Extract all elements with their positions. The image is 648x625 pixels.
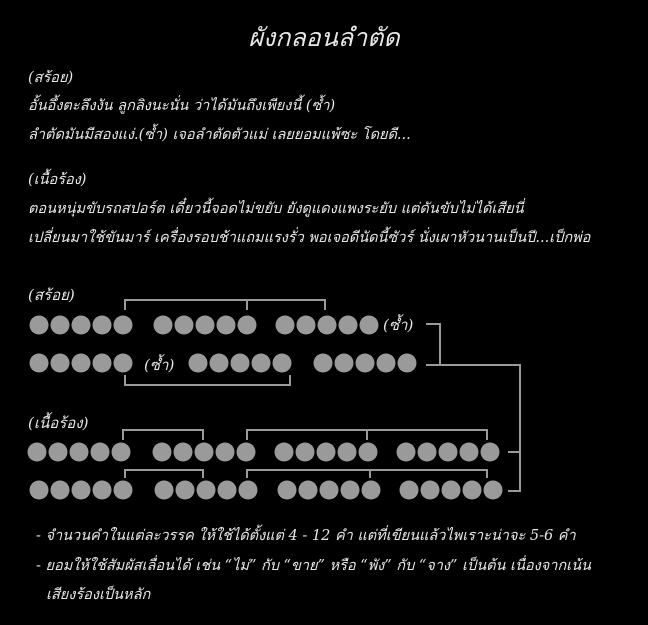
nuea-row-1-group-4-syllable-dot [397, 443, 416, 462]
nuea-line-1: ตอนหนุ่มขับรถสปอร์ต เดี๋ยวนี้จอดไม่ขยับ ยังดูแดงแพงระยับ แต่ดันขับไม่ได้เสียนี่ [28, 201, 524, 217]
nuea-row-1-group-3-syllable-dot [296, 443, 315, 462]
nuea-heading: (เนื้อร้อง) [28, 172, 87, 188]
soi-row-1-group-1-syllable-dot [93, 316, 112, 335]
soi-row-1-group-2-syllable-dot [196, 316, 215, 335]
note-line-2: - ยอมให้ใช้สัมผัสเลื่อนได้ เช่น “ไม่” กับ “ขาย” หรือ “พัง” กับ “จาง” เป็นต้น เนื่องจากเน้น [36, 558, 591, 574]
rhyme-scheme-diagram [0, 280, 648, 510]
soi-row-1-group-1-syllable-dot [51, 316, 70, 335]
soi-row-1-group-3-syllable-dot [360, 316, 379, 335]
nuea-row-1-group-1-syllable-dot [28, 443, 47, 462]
nuea-row-2-group-4-syllable-dot [463, 481, 482, 500]
nuea-row-2-group-2-syllable-dot [218, 481, 237, 500]
soi-rhyme-bracket-top [125, 300, 325, 310]
soi-repeat-connector [426, 324, 440, 365]
diagram-nuea-label: (เนื้อร้อง) [28, 414, 89, 432]
nuea-row-1-group-2-syllable-dot [216, 443, 235, 462]
soi-row-2-group-3-syllable-dot [398, 354, 417, 373]
nuea-row-2-group-3-syllable-dot [362, 481, 381, 500]
nuea-row-2-group-4-syllable-dot [484, 481, 503, 500]
nuea-row-2-group-3-syllable-dot [341, 481, 360, 500]
soi-line-2: ลำตัดมันมีสองแง่.(ซ้ำ) เจอลำตัดตัวแม่ เลยยอมแพ้ซะ โดยดี... [28, 127, 411, 143]
nuea-row-1-group-3-syllable-dot [359, 443, 378, 462]
note-line-1: - จำนวนคำในแต่ละวรรค ให้ใช้ได้ตั้งแต่ 4 - 12 คำ แต่ที่เขียนแล้วไพเราะน่าจะ 5-6 คำ [36, 528, 576, 544]
soi-row-2-group-3-syllable-dot [377, 354, 396, 373]
soi-row-1-group-1-syllable-dot [30, 316, 49, 335]
nuea-row-1-group-4-syllable-dot [439, 443, 458, 462]
nuea-row-2-group-1-syllable-dot [114, 481, 133, 500]
nuea-row-2-group-1-syllable-dot [93, 481, 112, 500]
nuea-row-2-group-3-syllable-dot [299, 481, 318, 500]
nuea-rhyme-bracket-top-a [123, 430, 203, 440]
soi-row-1-group-2-syllable-dot [238, 316, 257, 335]
section-link-connector [440, 365, 520, 491]
repeat-label-2: (ซ้ำ) [144, 356, 175, 374]
nuea-row-2-group-4-syllable-dot [442, 481, 461, 500]
nuea-row-1-group-2-syllable-dot [174, 443, 193, 462]
nuea-row-1-group-1-syllable-dot [70, 443, 89, 462]
soi-row-2-group-3-syllable-dot [356, 354, 375, 373]
nuea-row-1-group-4-syllable-dot [418, 443, 437, 462]
soi-row-2-group-1-syllable-dot [72, 354, 91, 373]
soi-row-2-group-2-syllable-dot [252, 354, 271, 373]
soi-row-2-group-1-syllable-dot [51, 354, 70, 373]
nuea-row-2-group-3-syllable-dot [320, 481, 339, 500]
page-title: ผังกลอนลำตัด [248, 23, 400, 52]
soi-row-1-group-3-syllable-dot [297, 316, 316, 335]
nuea-rhyme-bracket-mid-b [247, 470, 487, 478]
nuea-row-1-group-1-syllable-dot [91, 443, 110, 462]
nuea-row-2-group-2-syllable-dot [155, 481, 174, 500]
soi-row-2-group-2-syllable-dot [231, 354, 250, 373]
soi-rhyme-bracket-bottom [125, 375, 290, 385]
nuea-row-1-group-3-syllable-dot [317, 443, 336, 462]
nuea-row-1-group-3-syllable-dot [338, 443, 357, 462]
nuea-row-2-group-3-syllable-dot [278, 481, 297, 500]
nuea-row-2-group-4-syllable-dot [421, 481, 440, 500]
soi-row-2-group-3-syllable-dot [335, 354, 354, 373]
soi-row-1-group-3-syllable-dot [276, 316, 295, 335]
nuea-row-1-group-2-syllable-dot [153, 443, 172, 462]
soi-row-2-group-1-syllable-dot [30, 354, 49, 373]
soi-row-2-group-2-syllable-dot [273, 354, 292, 373]
soi-row-1-group-2-syllable-dot [217, 316, 236, 335]
nuea-rhyme-bracket-top-b [247, 430, 487, 440]
nuea-row-1-group-1-syllable-dot [112, 443, 131, 462]
soi-row-1-group-3-syllable-dot [339, 316, 358, 335]
soi-row-2-group-3-syllable-dot [314, 354, 333, 373]
soi-row-2-group-1-syllable-dot [93, 354, 112, 373]
nuea-row-2-group-1-syllable-dot [51, 481, 70, 500]
soi-row-1-group-1-syllable-dot [72, 316, 91, 335]
nuea-row-2-group-4-syllable-dot [400, 481, 419, 500]
nuea-row-1-group-4-syllable-dot [460, 443, 479, 462]
nuea-row-2-group-1-syllable-dot [72, 481, 91, 500]
soi-row-2-group-1-syllable-dot [114, 354, 133, 373]
nuea-row-2-group-2-syllable-dot [176, 481, 195, 500]
nuea-rhyme-bracket-mid-a [125, 470, 203, 478]
nuea-row-1-group-2-syllable-dot [195, 443, 214, 462]
soi-row-1-group-3-syllable-dot [318, 316, 337, 335]
nuea-row-2-group-1-syllable-dot [30, 481, 49, 500]
nuea-row-1-group-4-syllable-dot [481, 443, 500, 462]
soi-row-1-group-2-syllable-dot [175, 316, 194, 335]
nuea-row-2-group-2-syllable-dot [239, 481, 258, 500]
soi-row-1-group-1-syllable-dot [114, 316, 133, 335]
nuea-line-2: เปลี่ยนมาใช้ขันมาร์ เครื่องรอบช้าแถมแรงรั่ว พอเจอดีนัดนี้ซัวร์ นั่งเผาหัวนานเป็นปี...เป็กพ่อ [28, 230, 591, 246]
nuea-row-2-group-2-syllable-dot [197, 481, 216, 500]
nuea-row-1-group-2-syllable-dot [237, 443, 256, 462]
soi-row-1-group-2-syllable-dot [154, 316, 173, 335]
soi-line-1: อั้นอึ้งตะลึงงัน ลูกลิงนะนั่น ว่าได้มันถึงเพียงนี้ (ซ้ำ) [28, 98, 336, 114]
soi-heading: (สร้อย) [28, 70, 74, 86]
nuea-row-1-group-1-syllable-dot [49, 443, 68, 462]
soi-row-2-group-2-syllable-dot [210, 354, 229, 373]
diagram-soi-label: (สร้อย) [28, 286, 75, 304]
soi-row-2-group-2-syllable-dot [189, 354, 208, 373]
note-line-3: เสียงร้องเป็นหลัก [46, 587, 151, 603]
nuea-row-1-group-3-syllable-dot [275, 443, 294, 462]
repeat-label-1: (ซ้ำ) [383, 316, 414, 334]
